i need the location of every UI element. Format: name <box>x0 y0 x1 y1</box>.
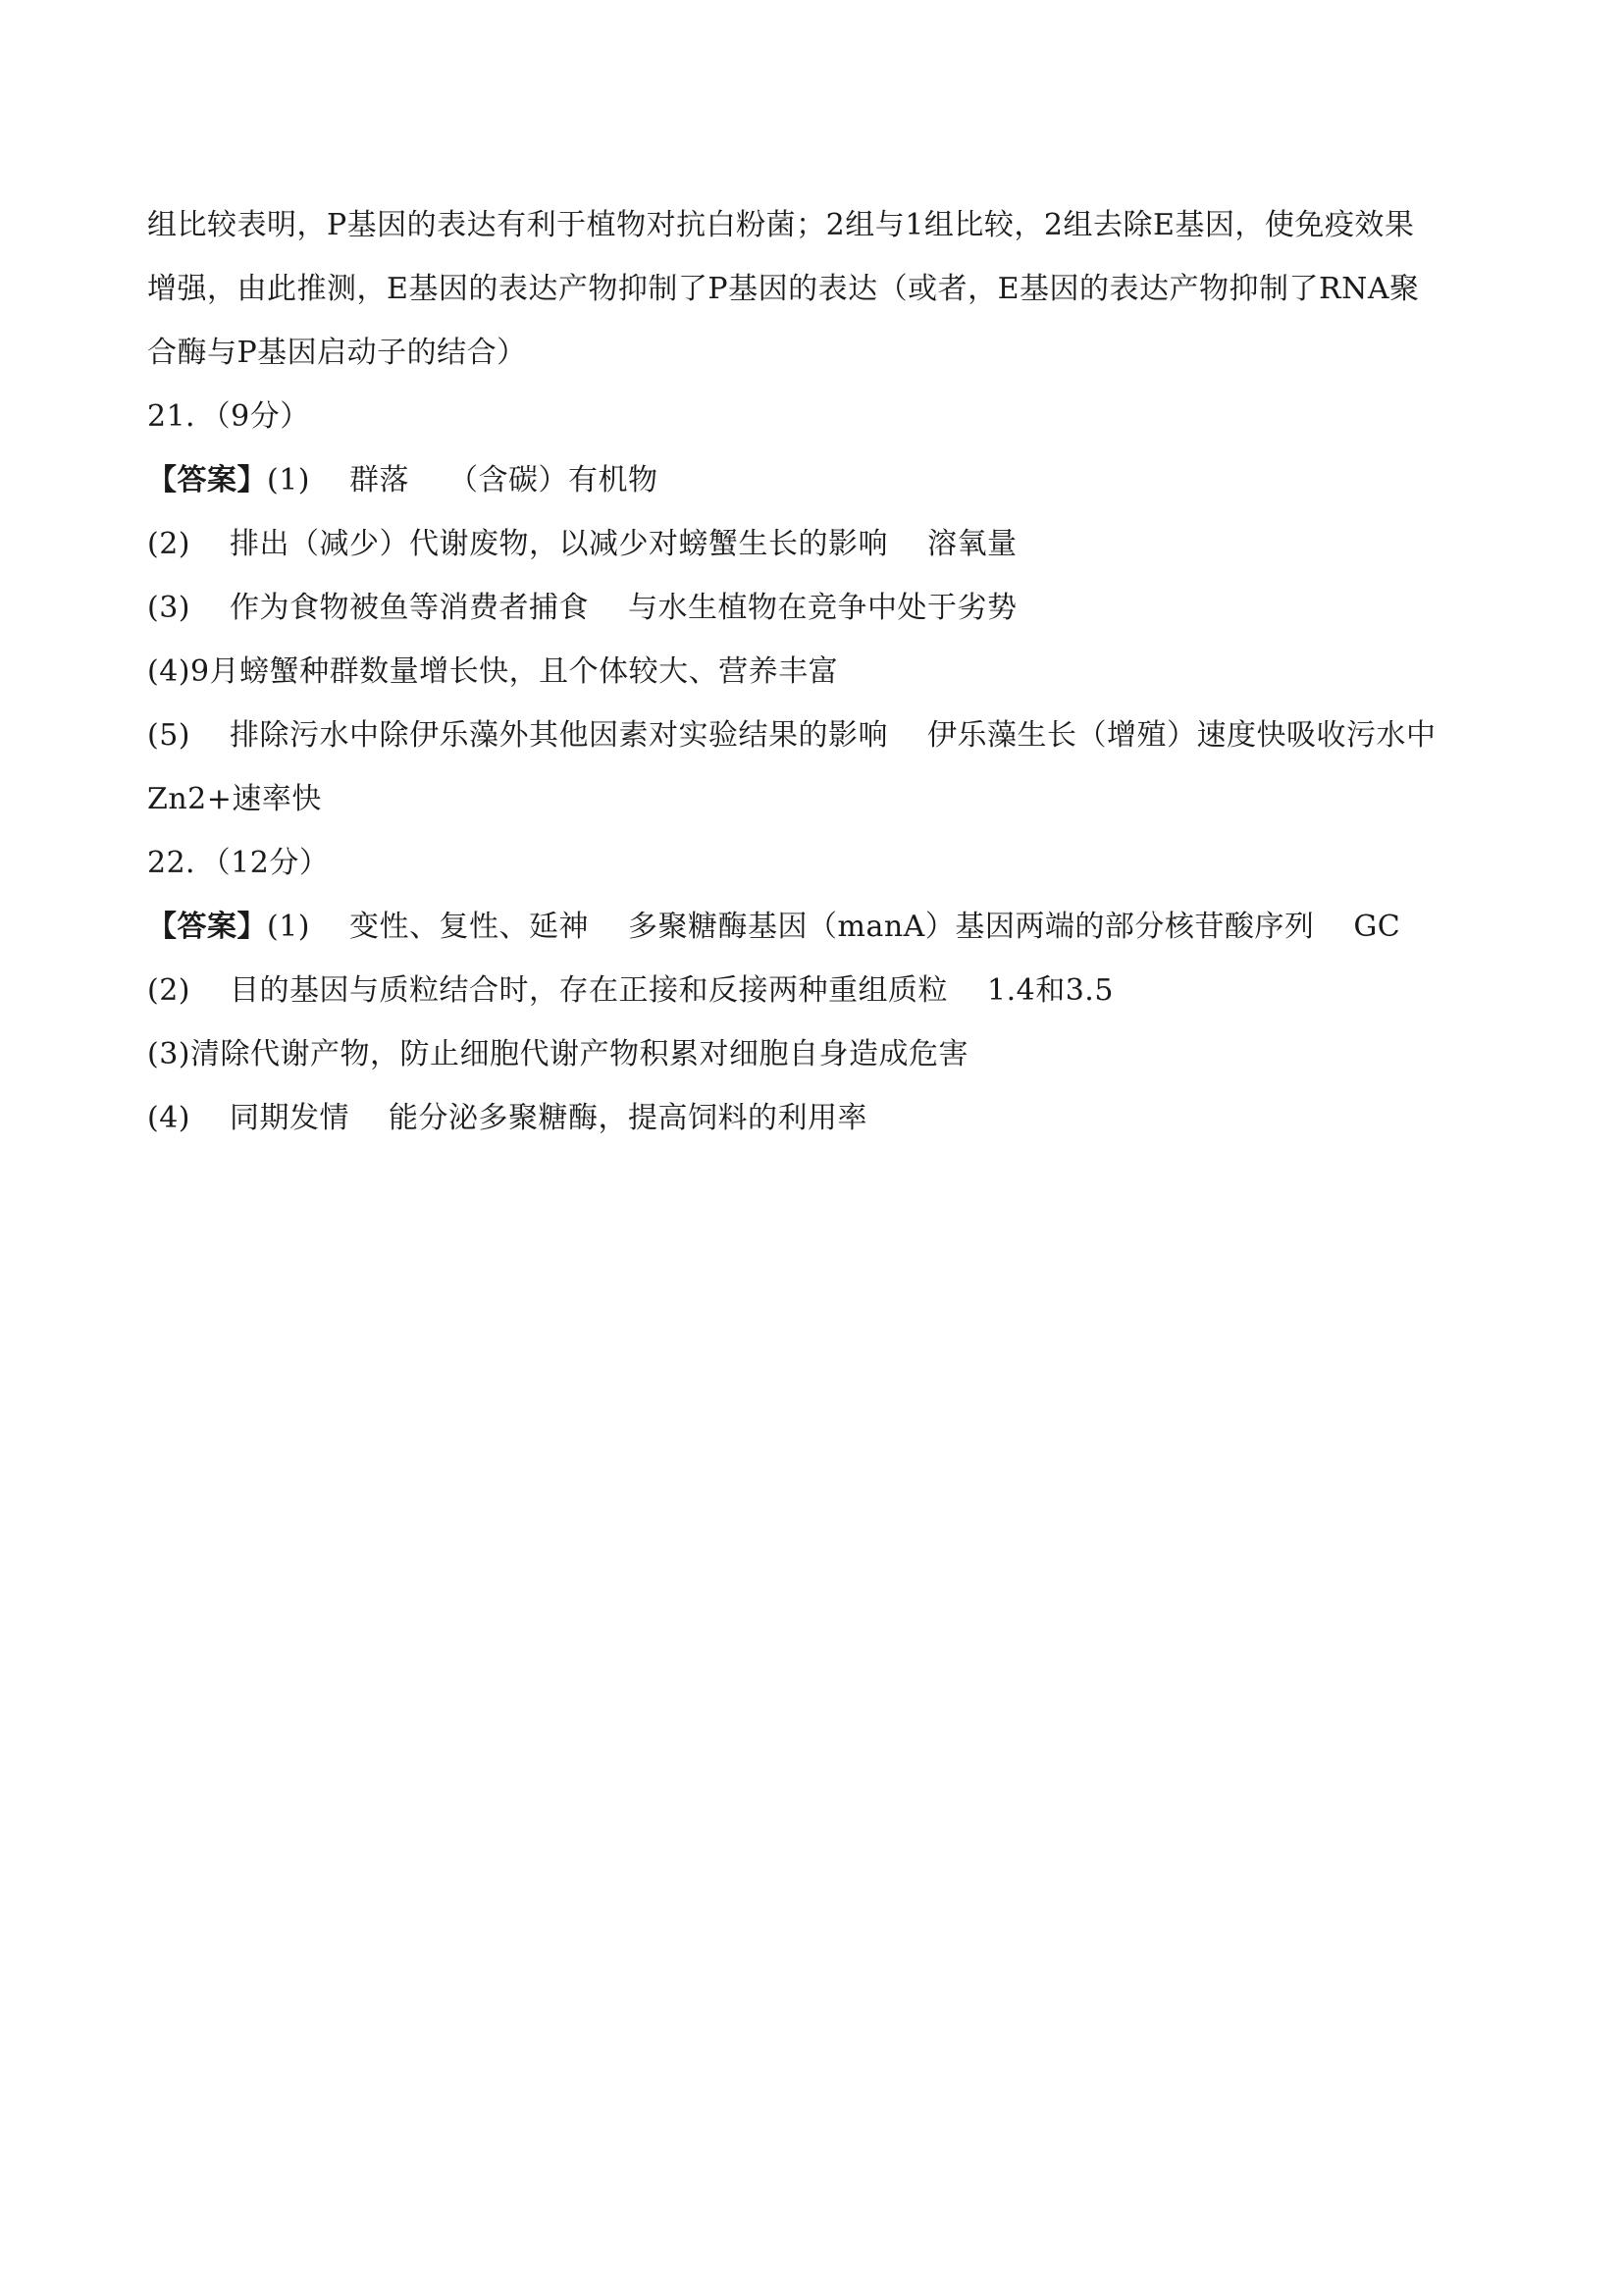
q22-answer-1 <box>147 908 1400 947</box>
item-number: (4) <box>147 1101 190 1135</box>
q21-header: 21．（9分） <box>147 399 310 434</box>
q21-answer-5 <box>147 716 1437 756</box>
q22-answer-4 <box>147 1099 867 1138</box>
q22-answer-2 <box>147 971 1114 1011</box>
q21-answer-1 <box>147 461 658 500</box>
answer-part: 1.4和3.5 <box>987 973 1114 1008</box>
answer-part: （含碳）有机物 <box>448 463 658 497</box>
continuation-line-3: 合酶与P基因启动子的结合） <box>147 336 527 370</box>
answer-part: 与水生植物在竞争中处于劣势 <box>628 591 1018 625</box>
answer-part: 9月螃蟹种群数量增长快，且个体较大、营养丰富 <box>190 654 839 689</box>
q21-answer-2 <box>147 525 1018 564</box>
answer-part: 变性、复性、延神 <box>349 910 589 944</box>
answer-part: 多聚糖酶基因（manA）基因两端的部分核苷酸序列 <box>628 910 1315 944</box>
answer-part: 清除代谢产物，防止细胞代谢产物积累对细胞自身造成危害 <box>190 1037 969 1071</box>
item-number: (1) <box>267 463 310 497</box>
item-number: (5) <box>147 718 190 753</box>
continuation-line-2: 增强，由此推测，E基因的表达产物抑制了P基因的表达（或者，E基因的表达产物抑制了RNA聚 <box>147 272 1420 306</box>
answer-part: 作为食物被鱼等消费者捕食 <box>230 591 589 625</box>
continuation-line-1: 组比较表明，P基因的表达有利于植物对抗白粉菌；2组与1组比较，2组去除E基因，使免疫效果 <box>147 208 1415 242</box>
item-number: (3) <box>147 1037 190 1071</box>
q22-header: 22．（12分） <box>147 846 330 880</box>
q22-answer-3 <box>147 1035 969 1074</box>
q21-answer-3 <box>147 589 1018 628</box>
answer-part: 能分泌多聚糖酶，提高饲料的利用率 <box>389 1101 867 1135</box>
answer-label: 【答案】 <box>147 463 267 497</box>
q21-answer-4 <box>147 652 838 692</box>
item-number: (2) <box>147 527 190 561</box>
answer-part: 排出（减少）代谢废物，以减少对螃蟹生长的影响 <box>230 527 888 561</box>
item-number: (4) <box>147 654 190 689</box>
answer-part: GC <box>1353 910 1401 944</box>
item-number: (3) <box>147 591 190 625</box>
answer-part: 伊乐藻生长（增殖）速度快吸收污水中 <box>927 718 1437 753</box>
answer-part: 同期发情 <box>230 1101 349 1135</box>
item-number: (1) <box>267 910 310 944</box>
q21-answer-5-cont: Zn2+速率快 <box>147 782 322 816</box>
answer-part: 群落 <box>349 463 409 497</box>
item-number: (2) <box>147 973 190 1008</box>
answer-label: 【答案】 <box>147 910 267 944</box>
answer-part: 溶氧量 <box>927 527 1018 561</box>
answer-part: 排除污水中除伊乐藻外其他因素对实验结果的影响 <box>230 718 888 753</box>
answer-part: 目的基因与质粒结合时，存在正接和反接两种重组质粒 <box>230 973 948 1008</box>
